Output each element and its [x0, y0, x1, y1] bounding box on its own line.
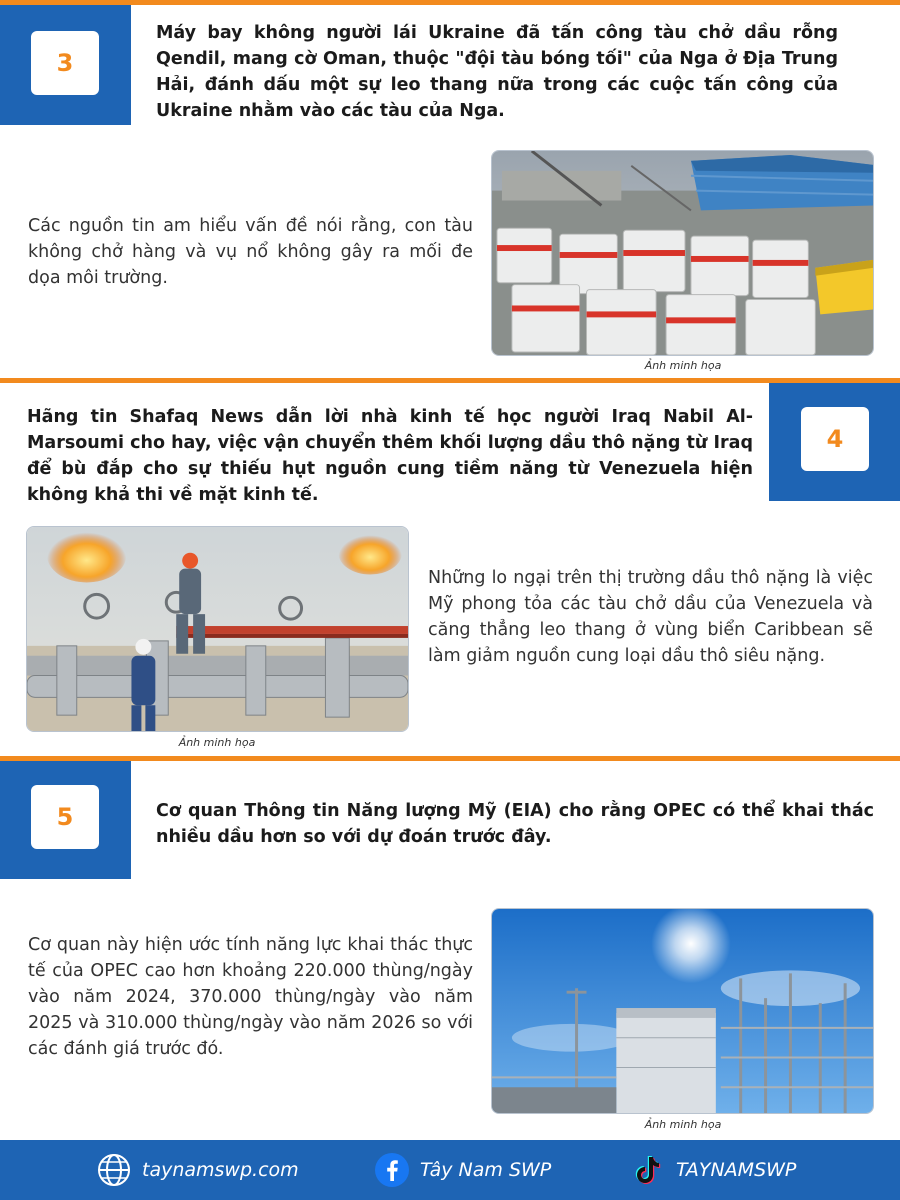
section-divider: [0, 756, 900, 761]
section-divider: [0, 378, 900, 383]
globe-icon: [96, 1152, 132, 1188]
section-number: 3: [31, 31, 99, 95]
footer-tiktok-text: TAYNAMSWP: [676, 1159, 797, 1181]
section-number: 5: [31, 785, 99, 849]
refinery-photo: [491, 908, 874, 1114]
footer-facebook-link[interactable]: [374, 1140, 551, 1200]
section-body: Những lo ngại trên thị trường dầu thô nặng là việc Mỹ phong tỏa các tàu chở dầu của Venezuela và căng thẳng leo thang ở vùng biển Caribbean sẽ làm giảm nguồn cung loại dầu thô siêu nặng.: [428, 568, 873, 666]
section-headline: Cơ quan Thông tin Năng lượng Mỹ (EIA) cho rằng OPEC có thể khai thác nhiều dầu hơn so với dự đoán trước đây.: [156, 801, 874, 847]
section-headline: Máy bay không người lái Ukraine đã tấn công tàu chở dầu rỗng Qendil, mang cờ Oman, thuộc "đội tàu bóng tối" của Nga ở Địa Trung Hải, đánh dấu một sự leo thang nữa trong các cuộc tấn công của Ukraine nhằm vào các tàu của Nga.: [156, 23, 838, 121]
footer-bar: [0, 1140, 900, 1200]
photo-caption: Ảnh minh họa: [178, 736, 256, 749]
photo-caption: Ảnh minh họa: [644, 359, 722, 372]
section-headline: Hãng tin Shafaq News dẫn lời nhà kinh tế học người Iraq Nabil Al-Marsoumi cho hay, việc vận chuyển thêm khối lượng dầu thô nặng từ Iraq để bù đắp cho sự thiếu hụt nguồn cung tiềm năng từ Venezuela hiện không khả thi về mặt kinh tế.: [27, 407, 753, 505]
section-divider: [0, 0, 900, 5]
oil-field-workers-photo: [26, 526, 409, 732]
footer-website-text: taynamswp.com: [142, 1159, 299, 1181]
section-body: Cơ quan này hiện ước tính năng lực khai thác thực tế của OPEC cao hơn khoảng 220.000 thùng/ngày vào năm 2024, 370.000 thùng/ngày vào năm 2025 và 310.000 thùng/ngày vào năm 2026 so với các đánh giá trước đó.: [28, 935, 473, 1059]
facebook-icon: [374, 1152, 410, 1188]
number-panel: [0, 761, 131, 879]
tiktok-icon: [630, 1152, 666, 1188]
number-panel: [769, 383, 900, 501]
photo-caption: Ảnh minh họa: [644, 1118, 722, 1131]
oil-storage-photo: [491, 150, 874, 356]
number-panel: [0, 5, 131, 125]
footer-tiktok-link[interactable]: [630, 1140, 796, 1200]
section-number: 4: [801, 407, 869, 471]
section-body: Các nguồn tin am hiểu vấn đề nói rằng, con tàu không chở hàng và vụ nổ không gây ra mối đe dọa môi trường.: [28, 216, 473, 288]
footer-facebook-text: Tây Nam SWP: [420, 1159, 552, 1181]
footer-website-link[interactable]: [96, 1140, 299, 1200]
